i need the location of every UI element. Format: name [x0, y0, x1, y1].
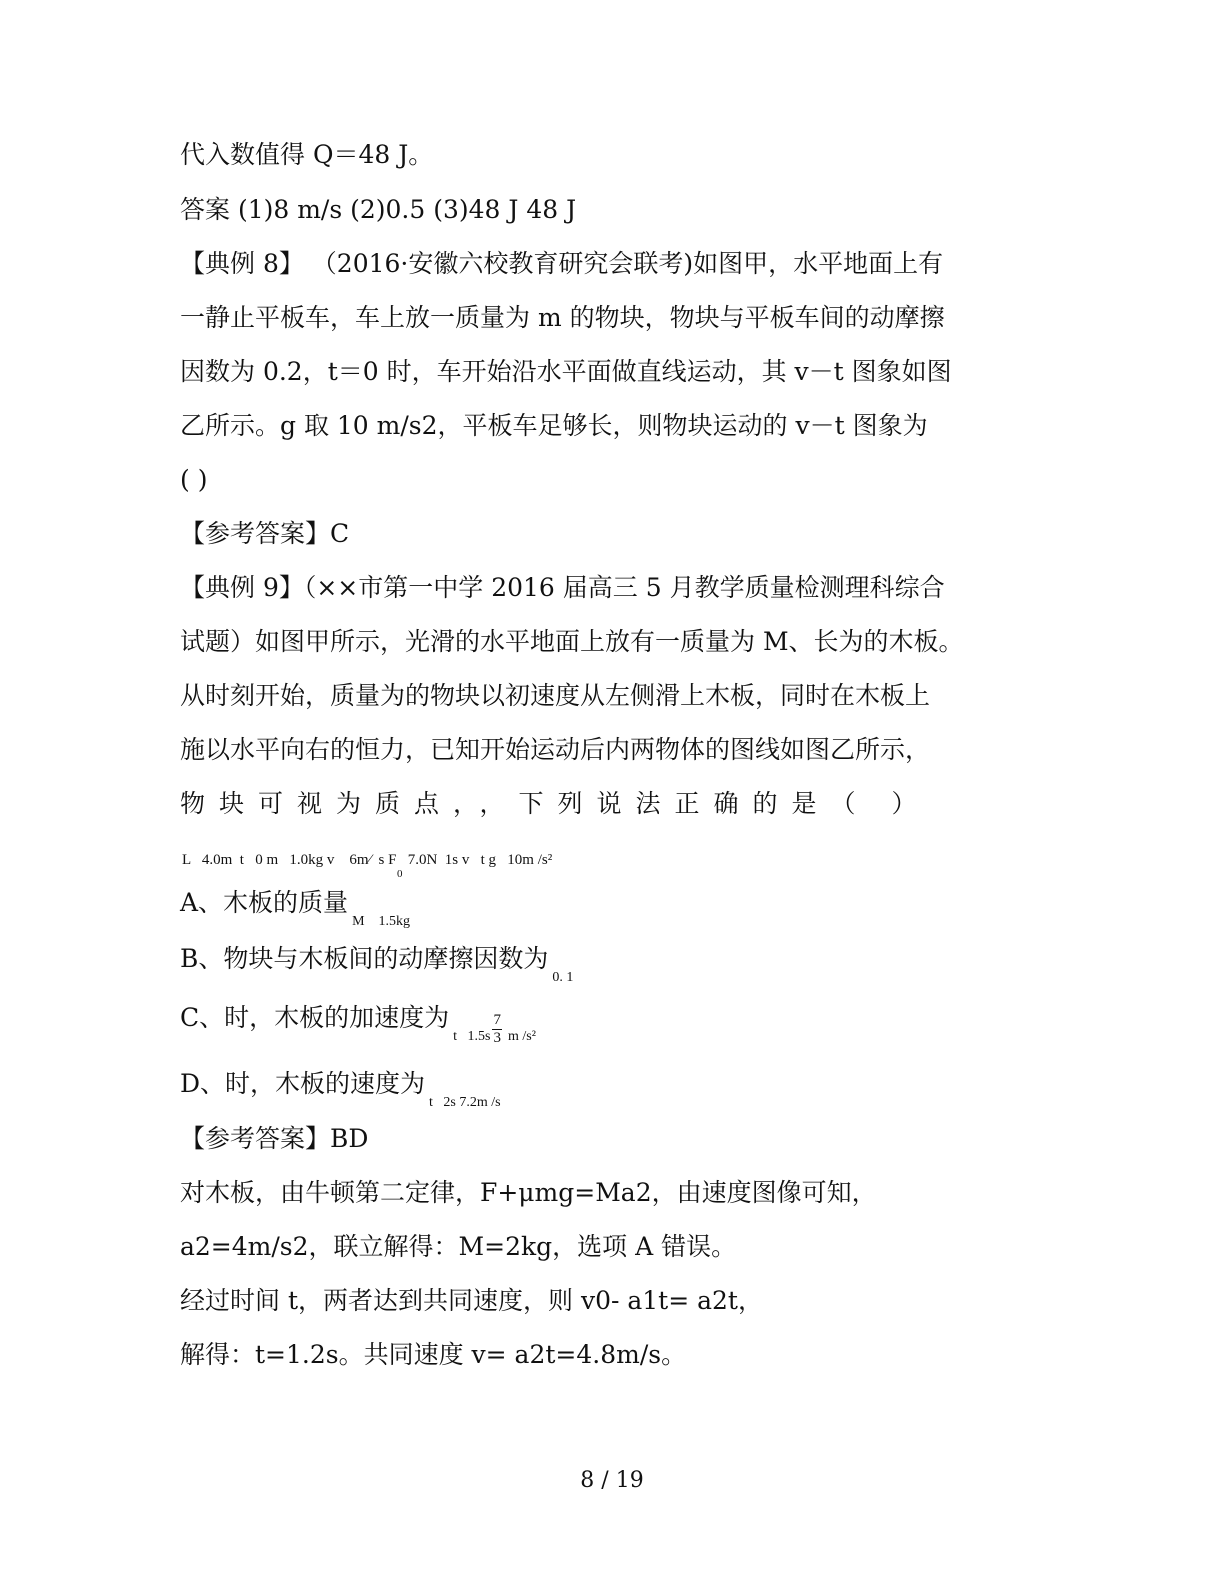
example-9-heading: 【典例 9】（××市第一中学 2016 届高三 5 月教学质量检测理科综合 — [180, 573, 945, 602]
option-d — [180, 1069, 501, 1118]
page-number: 8 / 19 — [580, 1468, 644, 1493]
reference-answer-2: 【参考答案】BD — [180, 1124, 369, 1153]
text-line: 从时刻开始，质量为的物块以初速度从左侧滑上木板，同时在木板上 — [180, 681, 931, 710]
option-a-text: A、木板的质量 — [180, 888, 349, 917]
solution-line: 对木板，由牛顿第二定律，F+μmg=Ma2，由速度图像可知， — [180, 1178, 877, 1207]
option-b-text: B、物块与木板间的动摩擦因数为 — [180, 944, 549, 973]
text-line: 代入数值得 Q＝48 J。 — [180, 140, 434, 169]
text-line: 试题）如图甲所示，光滑的水平地面上放有一质量为 M、长为的木板。 — [180, 627, 964, 656]
option-d-text: D、时，木板的速度为 — [180, 1069, 426, 1098]
v0-subscript: 0 — [397, 868, 403, 880]
option-c-text: C、时，木板的加速度为 — [180, 1003, 450, 1032]
text-line: 因数为 0.2，t＝0 时，车开始沿水平面做直线运动，其 v－t 图象如图 — [180, 357, 952, 386]
option-b-formula: 0. 1 — [552, 970, 574, 985]
option-a — [180, 888, 410, 937]
variables-line — [182, 850, 552, 870]
reference-answer: 【参考答案】C — [180, 519, 350, 548]
text-line: 物块可视为质点，，下列说法正确的是（ ） — [180, 789, 931, 818]
blank-bracket: ( ) — [180, 465, 208, 494]
solution-line: 解得：t=1.2s。共同速度 v= a2t=4.8m/s。 — [180, 1340, 687, 1369]
option-c — [180, 1003, 536, 1052]
solution-line: a2=4m/s2，联立解得：M=2kg，选项 A 错误。 — [180, 1232, 737, 1261]
option-a-formula: M 1.5kg — [352, 914, 411, 929]
text-line: 施以水平向右的恒力，已知开始运动后内两物体的图线如图乙所示， — [180, 735, 931, 764]
fraction-denominator: 3 — [493, 1030, 501, 1046]
variables-text: L 4.0m t 0 m 1.0kg v 6m⁄ s F 7.0N 1s v t g 10m /s² — [182, 852, 553, 868]
option-c-unit: m /s² — [507, 1029, 536, 1044]
fraction-numerator: 7 — [493, 1012, 501, 1028]
option-d-formula: t 2s 7.2m /s — [429, 1095, 501, 1110]
fraction — [492, 1012, 502, 1047]
text-line: 乙所示。g 取 10 m/s2，平板车足够长，则物块运动的 v－t 图象为 — [180, 411, 928, 440]
option-b — [180, 944, 573, 993]
solution-line: 经过时间 t，两者达到共同速度，则 v0- a1t= a2t， — [180, 1286, 763, 1315]
option-c-time: t 1.5s — [453, 1029, 491, 1044]
text-line: 一静止平板车，车上放一质量为 m 的物块，物块与平板车间的动摩擦 — [180, 303, 945, 332]
answer-line: 答案 (1)8 m/s (2)0.5 (3)48 J 48 J — [180, 195, 577, 224]
example-8-heading: 【典例 8】 （2016·安徽六校教育研究会联考)如图甲，水平地面上有 — [180, 249, 944, 278]
